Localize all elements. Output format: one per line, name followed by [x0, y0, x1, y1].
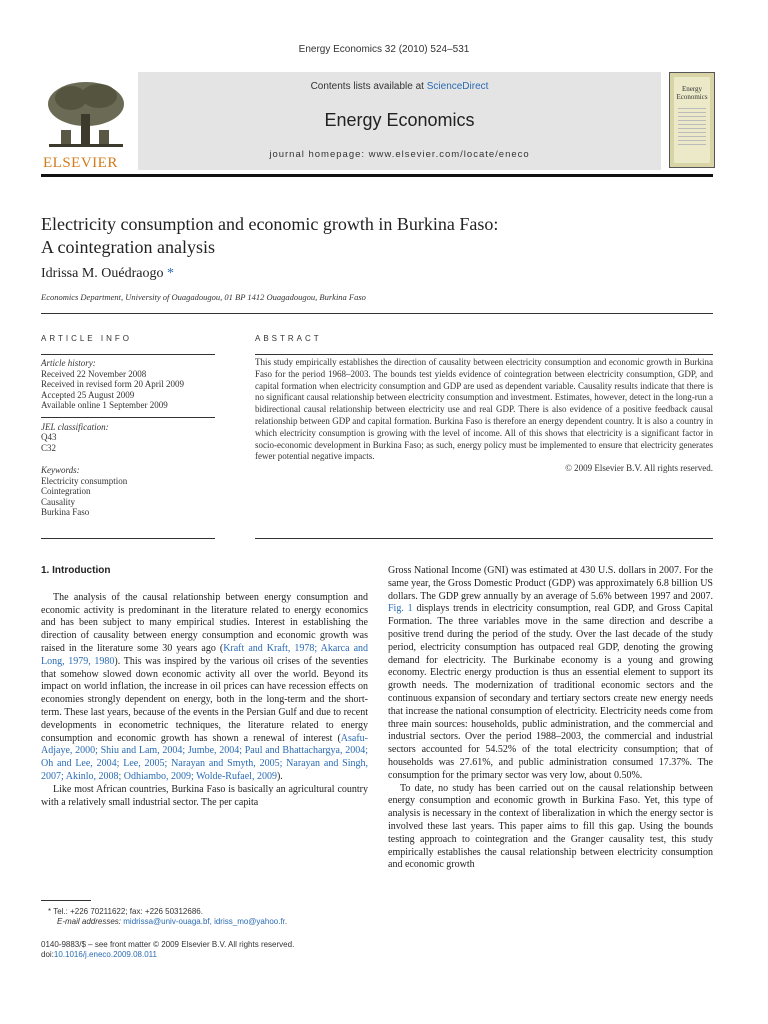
- intro-paragraph-3: [388, 565, 713, 783]
- journal-name: Energy Economics: [324, 110, 475, 130]
- jel-code: Q43: [41, 432, 57, 442]
- journal-header-box: [138, 72, 661, 170]
- info-divider: [41, 417, 215, 418]
- doi-link[interactable]: 10.1016/j.eneco.2009.08.011: [53, 950, 157, 959]
- history-label: Article history:: [41, 358, 96, 368]
- figure-link[interactable]: Fig. 1: [388, 603, 413, 615]
- header-divider: [41, 313, 713, 314]
- jel-label: JEL classification:: [41, 421, 109, 432]
- journal-homepage[interactable]: journal homepage: www.elsevier.com/locate/eneco: [269, 149, 530, 160]
- contents-available: [138, 81, 661, 92]
- issn-line: 0140-9883/$ – see front matter © 2009 Elsevier B.V. All rights reserved.: [41, 940, 295, 949]
- paragraph-text: ). This was inspired by the various oil crises of the seventies that somehow slowed down economic activity all over the world. Beyond its impact on world inflation, the increase in oil prices can have recession effects on economies strongly dependent on energy, both in the long-term and the short-term. These last years, because of the events in the Persian Gulf and due to recent developments in econometric techniques, the literature related to energy consumption and economic growth has shown a renewal of interest (: [41, 655, 368, 744]
- contents-prefix: Contents lists available at: [310, 81, 427, 92]
- abstract-rule-bottom: [255, 538, 713, 539]
- intro-paragraph-1: [41, 592, 368, 784]
- article-info-rule: [41, 354, 215, 355]
- footnote-tel: * Tel.: +226 70211622; fax: +226 50312686.: [48, 907, 203, 916]
- title-line-2: A cointegration analysis: [41, 237, 215, 257]
- elsevier-tree-icon: [41, 78, 131, 156]
- footnote-email: [48, 917, 368, 927]
- right-column: [388, 565, 713, 872]
- doi-label: doi:: [41, 950, 54, 959]
- citation-link[interactable]: Kraft and Kraft, 1978; Akarca and Long, 1979, 1980: [41, 642, 369, 667]
- paragraph-text: ).: [276, 770, 283, 782]
- cover-page: [674, 77, 710, 163]
- author: [41, 266, 174, 282]
- footnote-rule: [41, 900, 91, 901]
- intro-paragraph-2: Like most African countries, Burkina Faso is basically an agricultural country with a relatively small industrial sector. The per capita: [41, 783, 368, 808]
- left-column: [41, 565, 368, 809]
- email-label: E-mail addresses:: [57, 917, 124, 926]
- jel-code: C32: [41, 442, 57, 453]
- keyword: Electricity consumption: [41, 475, 128, 486]
- footnote: [48, 907, 368, 927]
- email-end: .: [284, 917, 288, 926]
- history-item: Accepted 25 August 2009: [41, 389, 135, 400]
- abstract-heading: ABSTRACT: [255, 334, 322, 343]
- title-line-1: Electricity consumption and economic growth in Burkina Faso:: [41, 214, 499, 234]
- paragraph-text: Gross National Income (GNI) was estimated at 430 U.S. dollars in 2007. For the same year, the Gross Domestic Product (GDP) was approximately 6.8 billion US dollars. The GDP grew annually by an average of 5.6% between 1997 and 2007.: [388, 565, 713, 602]
- abstract-rule-top: [255, 354, 713, 355]
- sciencedirect-link[interactable]: ScienceDirect: [426, 81, 489, 92]
- abstract: [255, 357, 713, 475]
- article-info-rule-bottom: [41, 538, 215, 539]
- journal-banner: [41, 72, 713, 176]
- doi-line: [41, 950, 381, 960]
- abstract-text: This study empirically establishes the direction of causality between electricity consumption and economic growth in Burkina Faso for the period 1968–2003. The bounds test yields evidence of cointegration between electricity consumption, GDP, and capital formation when electricity consumption and GDP are used as dependent variable. Causality results indicate that there is no significant causal relationship between electricity consumption and investment. Estimates, however, detect in the long-run a bidirectional causal relationship between electricity use and real GDP. There is also evidence of a positive feedback causal relationship between GDP and capital formation. Burkina Faso is therefore an energy dependent country. It is also a country in which electricity consumption is growing with the level of income. All of this shows that electricity is a significant factor in socio-economic development in Burkina Faso; as such, energy policy must be implemented to ensure that electricity generates fewer potential negative impacts.: [255, 357, 713, 462]
- email-links[interactable]: midrissa@univ-ouaga.bf, idriss_mo@yahoo.fr: [123, 917, 285, 926]
- article-info-heading: ARTICLE INFO: [41, 334, 132, 343]
- elsevier-logo[interactable]: [41, 78, 131, 171]
- paragraph-text: The analysis of the causal relationship between energy consumption and economic activity is predominant in the literature related to energy economics and has been subject to many empirical studies. Interest in establishing the direction of causality between energy consumption and economic growth was raised in the literature some 30 years ago (: [41, 591, 368, 654]
- cover-lines: [678, 105, 706, 145]
- journal-citation: Energy Economics 32 (2010) 524–531: [298, 44, 470, 55]
- author-footnote-mark[interactable]: *: [166, 266, 174, 281]
- keyword: Burkina Faso: [41, 507, 90, 517]
- cover-title: Energy Economics: [676, 85, 708, 101]
- elsevier-wordmark: ELSEVIER: [43, 155, 118, 171]
- abstract-copyright: © 2009 Elsevier B.V. All rights reserved.: [565, 463, 713, 474]
- keyword: Cointegration: [41, 486, 91, 496]
- history-item: Available online 1 September 2009: [41, 400, 168, 410]
- journal-cover-thumbnail[interactable]: [669, 72, 715, 168]
- keywords-label: Keywords:: [41, 465, 80, 475]
- citation-link[interactable]: Asafu-Adjaye, 2000; Shiu and Lam, 2004; Jumbe, 2004; Paul and Bhattachargya, 2004; Oh and Lee, 2004; Lee, 2005; Narayan and Smyth, 2005; Narayan and Singh, 2007; Akinlo, 2008; Odhiambo, 2009; Wolde-Rufael, 2009: [41, 732, 368, 782]
- paragraph-text: displays trends in electricity consumption, real GDP, and Gross Capital Formation. The three variables move in the same direction and describe a positive trend during the period of the study. Over the last decade of the study period, electricity consumption has outpaced real GDP, denoting the growing demand for electricity. The Burkinabe economy is a young and growing economy. Electric energy production is thus an essential element to support its growth needs. The modernization of traditional economic sectors and the continuous expansion of secondary and tertiary sectors create new energy needs that increase the national consumption of electricity. Electricity needs come from three main sources: households, public administration, and the commercial and industrial sectors. Over the period 1988–2003, the commercial and industrial sectors accounted for 54.52% of the total electricity consumption; that of households was 27.61%, and public administration consumed 17.37%. The consumption for the primary sector was very low, about 0.50%.: [388, 603, 713, 781]
- section-heading: 1. Introduction: [41, 565, 111, 576]
- article-info: [41, 358, 215, 526]
- intro-paragraph-4: To date, no study has been carried out on the causal relationship between energy consumption and economic growth in Burkina Faso. Yet, this type of analysis is necessary in the context of liberalization in which the energy sector is involved these last years. This paper aims to fill this gap. Using the bounds testing approach to cointegration and the Granger causality test, this study empirically establishes the causal relationship between electricity consumption and economic growth: [388, 782, 713, 871]
- history-item: Received 22 November 2008: [41, 368, 147, 379]
- affiliation: Economics Department, University of Ouagadougou, 01 BP 1412 Ouagadougou, Burkina Faso: [41, 292, 366, 302]
- article-title: [41, 213, 713, 259]
- author-name: Idrissa M. Ouédraogo: [41, 266, 164, 281]
- front-matter: [41, 940, 381, 960]
- history-item: Received in revised form 20 April 2009: [41, 379, 184, 389]
- banner-divider: [41, 174, 713, 177]
- keyword: Causality: [41, 496, 75, 507]
